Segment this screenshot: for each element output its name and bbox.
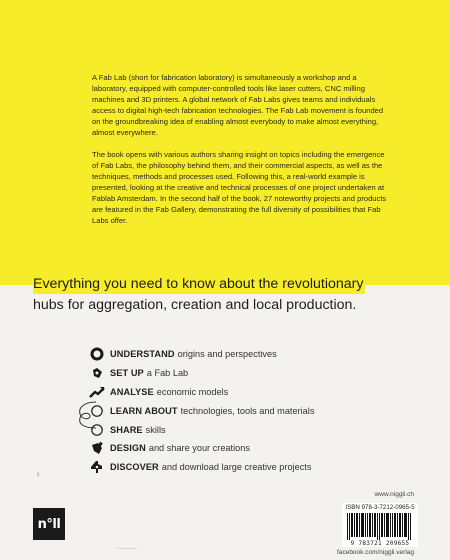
feature-share xyxy=(88,420,418,439)
small-figure-icon: ♀ xyxy=(35,470,41,479)
feature-analyse-label: ANALYSE xyxy=(110,386,154,397)
feature-share-text: skills xyxy=(145,424,166,435)
feature-discover-text: and download large creative projects xyxy=(161,462,312,473)
feature-design xyxy=(88,439,418,458)
divider xyxy=(117,548,137,549)
headline-line-2: hubs for aggregation, creation and local production. xyxy=(33,297,357,313)
ring-icon xyxy=(88,423,106,437)
headline xyxy=(33,274,433,316)
book-description xyxy=(92,72,392,236)
headline-line-1: Everything you need to know about the revolutionary xyxy=(33,276,364,292)
description-paragraph-1: A Fab Lab (short for fabrication laboratory) is simultaneously a workshop and a laboratory, equipped with computer-controlled tools like laser cutters, CNC milling machines and 3D printers. A global network of Fab Labs gives teams and individuals access to digital high-tech fabrication technologies. The Fab Lab movement is founded on the groundbreaking idea of enabling almost everybody to make almost everything, almost everywhere. xyxy=(92,73,384,138)
publisher-logo: n°ll xyxy=(33,508,65,540)
barcode-icon xyxy=(346,513,414,540)
feature-list xyxy=(88,345,418,477)
publisher-url: www.niggli.ch xyxy=(374,491,414,498)
feature-design-label: DESIGN xyxy=(110,443,146,454)
feature-understand-label: UNDERSTAND xyxy=(110,349,175,360)
feature-learn-about-text: technologies, tools and materials xyxy=(180,405,315,416)
feature-understand-text: origins and perspectives xyxy=(177,349,277,360)
feature-learn-about-label: LEARN ABOUT xyxy=(110,405,178,416)
feature-understand xyxy=(88,345,418,364)
feature-discover xyxy=(88,458,418,477)
barcode-block xyxy=(342,503,418,547)
feature-set-up-label: SET UP xyxy=(110,368,144,379)
arrow-chart-icon xyxy=(88,385,106,399)
feature-share-label: SHARE xyxy=(110,424,143,435)
hand-icon xyxy=(88,366,106,380)
facebook-link: facebook.com/niggli.verlag xyxy=(337,549,414,556)
ring-icon xyxy=(88,404,106,418)
feature-set-up xyxy=(88,364,418,383)
gear-icon xyxy=(88,460,106,474)
feature-learn-about xyxy=(88,401,418,420)
feature-analyse-text: economic models xyxy=(156,386,229,397)
brush-icon xyxy=(88,441,106,455)
isbn-text: ISBN 978-3-7212-0965-5 xyxy=(345,504,415,511)
ring-icon xyxy=(88,347,106,361)
feature-design-text: and share your creations xyxy=(148,443,250,454)
feature-discover-label: DISCOVER xyxy=(110,462,159,473)
feature-set-up-text: a Fab Lab xyxy=(146,368,189,379)
feature-analyse xyxy=(88,383,418,402)
description-paragraph-2: The book opens with various authors sharing insight on topics including the emergence of Fab Labs, the philosophy behind them, and their commercial aspects, as well as the techniques, methods and processes used. Following this, a real-world example is presented, looking at the creative and technical processes of one project undertaken at Fablab Amsterdam. In the second half of the book, 27 noteworthy projects and products are featured in the Fab Gallery, demonstrating the full diversity of possibilities that Fab Labs offer. xyxy=(92,149,387,226)
barcode-number: 9 783721 209655 xyxy=(350,540,410,547)
